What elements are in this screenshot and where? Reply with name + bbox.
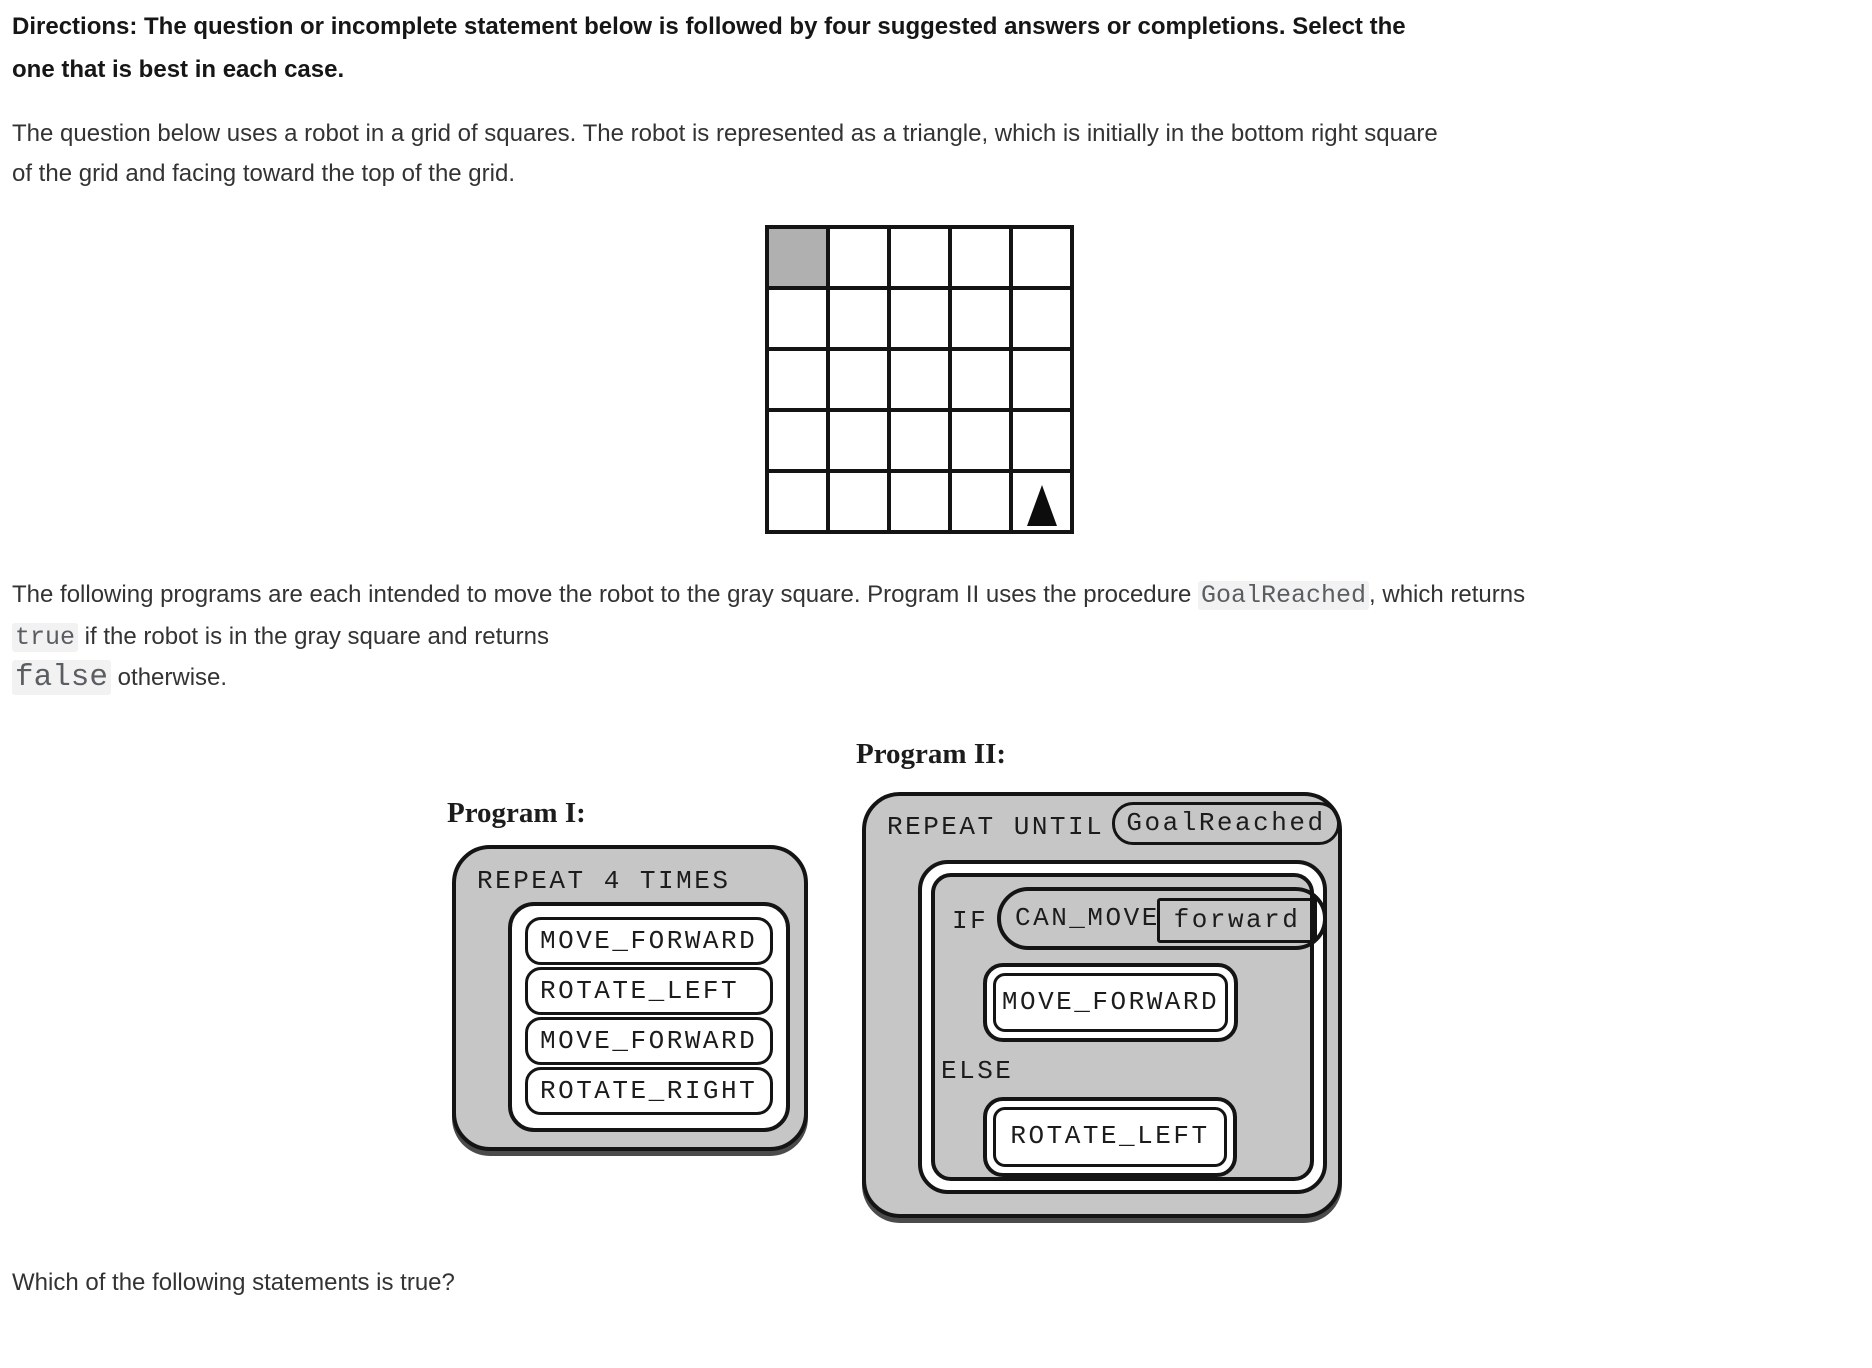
grid-cell xyxy=(950,227,1011,288)
grid-cell xyxy=(828,288,889,349)
program1-repeat-header: REPEAT 4 TIMES xyxy=(477,866,731,896)
program2-else-block xyxy=(983,1097,1237,1177)
programs-intro-paragraph xyxy=(12,574,1542,658)
program2-forward-param: forward xyxy=(1157,898,1317,943)
intro-paragraph: The question below uses a robot in a grid of squares. The robot is represented as a triangle, which is initially in the bottom right square of the grid and facing toward the top of the grid. xyxy=(12,120,1438,187)
intro-run: The following programs are each intended to move the robot to the gray square. Program II uses the procedure xyxy=(12,581,1198,608)
grid-cell xyxy=(889,227,950,288)
program1-block: MOVE_FORWARD xyxy=(525,1017,773,1065)
grid-cell xyxy=(889,471,950,532)
intro-run: if the robot is in the gray square and returns xyxy=(78,623,549,650)
grid-cell xyxy=(828,227,889,288)
otherwise-text: otherwise. xyxy=(111,664,228,691)
program2-rotate-left-block: ROTATE_LEFT xyxy=(993,1107,1227,1167)
question-text: Which of the following statements is true? xyxy=(12,1269,455,1296)
program2-loop-body xyxy=(931,873,1314,1181)
grid-cell xyxy=(767,410,828,471)
program1-block: MOVE_FORWARD xyxy=(525,917,773,965)
program2-else-keyword: ELSE xyxy=(941,1056,1014,1086)
grid-cell xyxy=(889,349,950,410)
grid-cell xyxy=(950,349,1011,410)
grid-cell xyxy=(828,471,889,532)
goal-cell xyxy=(767,227,828,288)
grid-cell xyxy=(1011,410,1072,471)
program2-goalreached-condition: GoalReached xyxy=(1112,802,1340,845)
false-code: false xyxy=(12,660,111,695)
grid-cell xyxy=(828,349,889,410)
grid-cell xyxy=(828,410,889,471)
grid-cell xyxy=(1011,288,1072,349)
robot-triangle xyxy=(1027,485,1057,526)
robot-grid xyxy=(765,225,1074,534)
grid-cell xyxy=(889,410,950,471)
grid-cell xyxy=(1011,349,1072,410)
program2-loop-body-ring xyxy=(918,860,1327,1194)
program2-then-block xyxy=(983,963,1238,1042)
grid-cell xyxy=(1011,227,1072,288)
program2-repeat-until-keyword: REPEAT UNTIL xyxy=(887,812,1105,842)
grid-cell xyxy=(950,471,1011,532)
intro-run: , which returns xyxy=(1369,581,1526,608)
goalreached-code: GoalReached xyxy=(1198,581,1369,610)
grid-cell xyxy=(950,410,1011,471)
program2-move-forward-block: MOVE_FORWARD xyxy=(993,973,1228,1032)
grid-cell xyxy=(767,288,828,349)
grid-cell xyxy=(1011,471,1072,532)
grid-cell xyxy=(767,349,828,410)
false-otherwise-line xyxy=(12,660,227,695)
true-code: true xyxy=(12,623,78,652)
program2-canmove-condition xyxy=(997,887,1327,950)
program1-label: Program I: xyxy=(447,797,586,829)
grid-cell xyxy=(889,288,950,349)
program2-if-keyword: IF xyxy=(952,906,989,936)
directions-text: Directions: The question or incomplete statement below is followed by four suggested answers or completions. Select the one that is best in each case. xyxy=(12,13,1406,83)
grid-cell xyxy=(767,471,828,532)
grid-cell xyxy=(950,288,1011,349)
program2-canmove-label: CAN_MOVE xyxy=(1015,903,1160,933)
program1-figure xyxy=(452,845,808,1151)
program2-figure xyxy=(862,792,1342,1218)
program2-label: Program II: xyxy=(856,738,1007,770)
program1-block-container xyxy=(508,902,790,1132)
program1-block: ROTATE_RIGHT xyxy=(525,1067,773,1115)
program1-block: ROTATE_LEFT xyxy=(525,967,773,1015)
